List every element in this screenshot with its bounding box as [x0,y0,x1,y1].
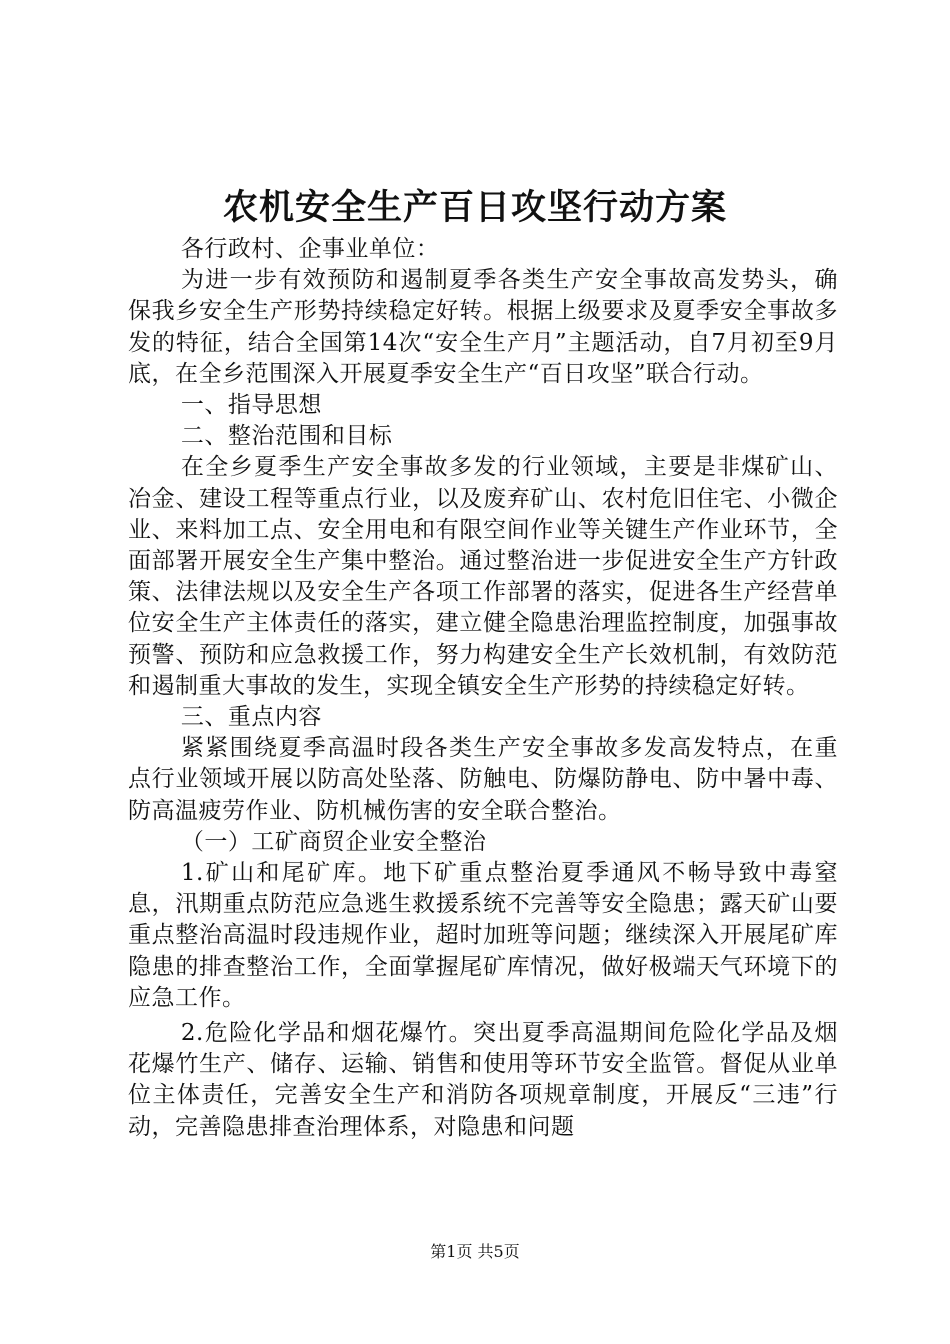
section-heading-scope-and-goals: 二、整治范围和目标 [180,423,393,450]
page-number-footer: 第1页 共5页 [430,1242,520,1261]
scope-paragraph: 在全乡夏季生产安全事故多发的行业领域，主要是非煤矿山、冶金、建设工程等重点行业，以及废弃矿山、农村危旧住宅、小微企业、来料加工点、安全用电和有限空间作业等关键生产作业环节，全面部署开展安全生产集中整治。通过整治进一步促进安全生产方针政策、法律法规以及安全生产各项工作部署的落实，促进各生产经营单位安全生产主体责任的落实，建立健全隐患治理监控制度，加强事故预警、预防和应急救援工作，努力构建安全生产长效机制，有效防范和遏制重大事故的发生，实现全镇安全生产形势的持续稳定好转。 [128,454,838,699]
document-title: 农机安全生产百日攻坚行动方案 [222,187,727,228]
key-content-paragraph: 紧紧围绕夏季高温时段各类生产安全事故多发高发特点，在重点行业领域开展以防高处坠落、防触电、防爆防静电、防中暑中毒、防高温疲劳作业、防机械伤害的安全联合整治。 [128,735,838,824]
section-heading-key-content: 三、重点内容 [180,704,322,731]
salutation: 各行政村、企事业单位： [180,236,440,262]
document-body [128,234,838,1143]
item-paragraph-mines: 1.矿山和尾矿库。地下矿重点整治夏季通风不畅导致中毒窒息，汛期重点防范应急逃生救援系统不完善等安全隐患；露天矿山要重点整治高温时段违规作业，超时加班等问题；继续深入开展尾矿库隐患的排查整治工作，全面掌握尾矿库情况，做好极端天气环境下的应急工作。 [128,860,838,1011]
intro-paragraph: 为进一步有效预防和遏制夏季各类生产安全事故高发势头，确保我乡安全生产形势持续稳定好转。根据上级要求及夏季安全事故多发的特征，结合全国第14次“安全生产月”主题活动，自7月初至9月底，在全乡范围深入开展夏季安全生产“百日攻坚”联合行动。 [128,267,838,387]
subsection-heading-industrial: （一）工矿商贸企业安全整治 [180,828,487,855]
item-paragraph-hazardous-chemicals: 2.危险化学品和烟花爆竹。突出夏季高温期间危险化学品及烟花爆竹生产、储存、运输、销售和使用等环节安全监管。督促从业单位主体责任，完善安全生产和消防各项规章制度，开展反“三违”行动，完善隐患排查治理体系，对隐患和问题 [128,1020,838,1140]
section-heading-guiding-ideology: 一、指导思想 [180,392,322,419]
